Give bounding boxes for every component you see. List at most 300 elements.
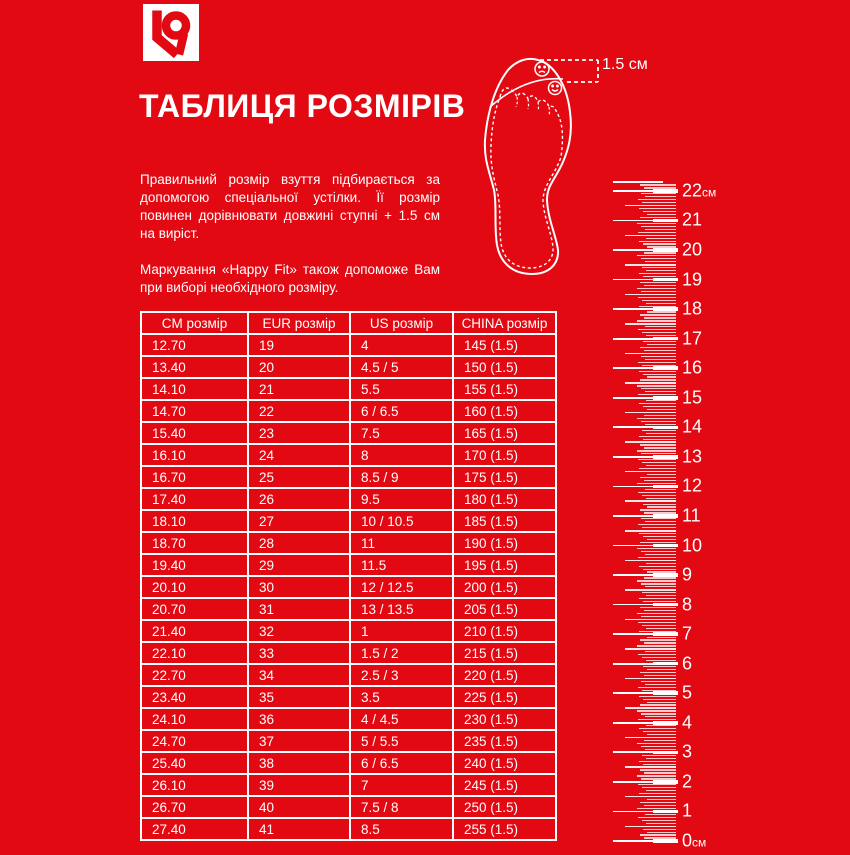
- ruler-mm-tick: [643, 601, 676, 602]
- ruler-half-cm-tick: [625, 323, 676, 325]
- ruler-mm-tick: [645, 716, 676, 717]
- table-cell: 185 (1.5): [453, 510, 556, 532]
- ruler-mm-tick: [638, 524, 676, 525]
- ruler-mm-tick: [644, 252, 676, 253]
- ruler-mm-tick: [645, 196, 676, 197]
- ruler-mm-tick: [643, 699, 676, 700]
- ruler-mm-tick: [644, 415, 676, 416]
- table-row: [141, 510, 556, 532]
- column-header-1: EUR розмір: [248, 312, 350, 334]
- table-cell: 13 / 13.5: [350, 598, 453, 620]
- ruler-label-4: 4: [682, 712, 693, 733]
- ruler-mm-tick: [644, 837, 676, 838]
- ruler-mm-tick: [637, 645, 676, 646]
- ruler-cm-tick-bold: [653, 189, 678, 193]
- table-cell: 18.10: [141, 510, 248, 532]
- table-cell: 8.5 / 9: [350, 466, 453, 488]
- ruler-mm-tick: [640, 509, 676, 510]
- ruler-half-cm-tick: [625, 471, 676, 473]
- ruler-mm-tick: [645, 586, 676, 587]
- ruler-mm-tick: [641, 258, 676, 259]
- ruler-mm-tick: [638, 199, 676, 200]
- table-row: [141, 554, 556, 576]
- ruler-mm-tick: [645, 326, 676, 327]
- ruler-mm-tick: [640, 672, 676, 673]
- table-cell: 2.5 / 3: [350, 664, 453, 686]
- intro-text: [140, 171, 440, 315]
- ruler-mm-tick: [646, 465, 676, 466]
- ruler-mm-tick: [643, 406, 676, 407]
- ruler-mm-tick: [646, 270, 676, 271]
- ruler-mm-tick: [638, 362, 676, 363]
- table-cell: 15.40: [141, 422, 248, 444]
- ruler-mm-tick: [640, 639, 676, 640]
- ruler-half-cm-tick: [625, 530, 676, 532]
- table-cell: 190 (1.5): [453, 532, 556, 554]
- ruler-mm-tick: [643, 666, 676, 667]
- ruler-label-15: 15: [682, 387, 703, 408]
- table-cell: 220 (1.5): [453, 664, 556, 686]
- table-cell: 14.70: [141, 400, 248, 422]
- ruler-label-1: 1: [682, 801, 693, 822]
- ruler-label-20: 20: [682, 239, 703, 260]
- table-cell: 19: [248, 334, 350, 356]
- ruler-label-12: 12: [682, 476, 703, 497]
- ruler-mm-tick: [640, 444, 676, 445]
- ruler-mm-tick: [646, 303, 676, 304]
- ruler-mm-tick: [643, 276, 676, 277]
- ruler-mm-tick: [647, 702, 676, 703]
- table-cell: 3.5: [350, 686, 453, 708]
- ruler-cm-tick-bold: [653, 691, 678, 695]
- ruler-label-3: 3: [682, 741, 693, 762]
- ruler-mm-tick: [645, 749, 676, 750]
- ruler-mm-tick: [645, 229, 676, 230]
- ruler-mm-tick: [647, 506, 676, 507]
- table-row: [141, 620, 556, 642]
- table-cell: 27: [248, 510, 350, 532]
- table-cell: 180 (1.5): [453, 488, 556, 510]
- ruler-mm-tick: [640, 704, 676, 705]
- ruler-cm-tick-bold: [653, 780, 678, 784]
- ruler-mm-tick: [644, 772, 676, 773]
- table-cell: 37: [248, 730, 350, 752]
- ruler-half-cm-tick: [625, 796, 676, 798]
- ruler-mm-tick: [639, 208, 676, 209]
- table-cell: 165 (1.5): [453, 422, 556, 444]
- foot-outline-dashed: [491, 88, 563, 268]
- ruler-mm-tick: [639, 566, 676, 567]
- ruler-mm-tick: [640, 217, 676, 218]
- ruler-mm-tick: [642, 267, 676, 268]
- ruler-mm-tick: [637, 548, 676, 549]
- table-cell: 8: [350, 444, 453, 466]
- ruler-mm-tick: [642, 527, 676, 528]
- table-cell: 175 (1.5): [453, 466, 556, 488]
- ruler-mm-tick: [638, 492, 676, 493]
- ruler-mm-tick: [641, 746, 676, 747]
- ruler-mm-tick: [639, 793, 676, 794]
- table-cell: 205 (1.5): [453, 598, 556, 620]
- ruler-label-11: 11: [682, 505, 701, 526]
- ruler-mm-tick: [642, 755, 676, 756]
- table-cell: 16.10: [141, 444, 248, 466]
- table-row: [141, 730, 556, 752]
- table-cell: 1.5 / 2: [350, 642, 453, 664]
- table-row: [141, 400, 556, 422]
- table-cell: 29: [248, 554, 350, 576]
- ruler-mm-tick: [646, 498, 676, 499]
- size-table-body: [141, 334, 556, 840]
- ruler-mm-tick: [639, 468, 676, 469]
- ruler-mm-tick: [647, 799, 676, 800]
- ruler-cm-tick-bold: [653, 485, 678, 489]
- ruler-half-cm-tick: [625, 766, 676, 768]
- table-cell: 8.5: [350, 818, 453, 840]
- ruler-half-cm-tick: [625, 619, 676, 621]
- ruler-mm-tick: [645, 521, 676, 522]
- ruler-label-21: 21: [682, 210, 703, 231]
- table-cell: 38: [248, 752, 350, 774]
- ruler-mm-tick: [642, 202, 676, 203]
- ruler-mm-tick: [641, 226, 676, 227]
- ruler-mm-tick: [647, 734, 676, 735]
- ruler-label-14: 14: [682, 416, 703, 437]
- table-cell: 27.40: [141, 818, 248, 840]
- table-cell: 35: [248, 686, 350, 708]
- ruler-mm-tick: [638, 654, 676, 655]
- ruler-label-9: 9: [682, 564, 693, 585]
- ruler-mm-tick: [643, 504, 676, 505]
- ruler-mm-tick: [647, 571, 676, 572]
- table-row: [141, 334, 556, 356]
- table-cell: 20: [248, 356, 350, 378]
- table-cell: 7: [350, 774, 453, 796]
- table-cell: 245 (1.5): [453, 774, 556, 796]
- table-row: [141, 818, 556, 840]
- ruler-mm-tick: [644, 610, 676, 611]
- ruler-mm-tick: [641, 616, 676, 617]
- ruler-mm-tick: [646, 758, 676, 759]
- ruler-cm-tick-bold: [653, 514, 678, 518]
- ruler-mm-tick: [644, 480, 676, 481]
- ruler-mm-tick: [642, 657, 676, 658]
- ruler-label-17: 17: [682, 328, 703, 349]
- ruler-mm-tick: [639, 598, 676, 599]
- ruler-mm-tick: [639, 631, 676, 632]
- ruler-mm-tick: [647, 344, 676, 345]
- table-cell: 235 (1.5): [453, 730, 556, 752]
- ruler-mm-tick: [639, 306, 676, 307]
- table-row: [141, 356, 556, 378]
- table-cell: 150 (1.5): [453, 356, 556, 378]
- ruler-mm-tick: [642, 820, 676, 821]
- ruler-mm-tick: [637, 613, 676, 614]
- ruler-unit: см: [692, 835, 707, 850]
- ruler-half-cm-tick: [625, 678, 676, 680]
- ruler-mm-tick: [647, 409, 676, 410]
- ruler-mm-tick: [647, 311, 676, 312]
- ruler-mm-tick: [640, 314, 676, 315]
- ruler-top-edge: [613, 181, 663, 183]
- ruler-mm-tick: [643, 829, 676, 830]
- ruler-mm-tick: [638, 297, 676, 298]
- table-cell: 9.5: [350, 488, 453, 510]
- ruler-cm-tick-bold: [653, 219, 678, 223]
- insole-outline: [485, 59, 571, 274]
- table-row: [141, 664, 556, 686]
- ruler-cm-tick-bold: [653, 603, 678, 607]
- table-cell: 19.40: [141, 554, 248, 576]
- ruler-mm-tick: [637, 743, 676, 744]
- ruler-mm-tick: [646, 563, 676, 564]
- ruler-mm-tick: [638, 784, 676, 785]
- table-cell: 160 (1.5): [453, 400, 556, 422]
- ruler-mm-tick: [642, 332, 676, 333]
- ruler-mm-tick: [641, 193, 676, 194]
- ruler-mm-tick: [637, 418, 676, 419]
- ruler-mm-tick: [644, 512, 676, 513]
- table-cell: 255 (1.5): [453, 818, 556, 840]
- ruler-mm-tick: [646, 660, 676, 661]
- ruler-mm-tick: [637, 223, 676, 224]
- ruler-mm-tick: [646, 238, 676, 239]
- ruler-half-cm-tick: [625, 441, 676, 443]
- intro-paragraph-1: Правильний розмір взуття підбирається за допомогою спеціальної устілки. Її розмір повинен дорівнювати довжині ступні + 1.5 см на виріст.: [140, 172, 440, 241]
- table-cell: 5.5: [350, 378, 453, 400]
- ruler-mm-tick: [639, 761, 676, 762]
- cm-ruler: [610, 175, 740, 855]
- ruler-mm-tick: [638, 394, 676, 395]
- ruler-mm-tick: [637, 710, 676, 711]
- ruler-mm-tick: [644, 317, 676, 318]
- ruler-mm-tick: [640, 834, 676, 835]
- table-cell: 25.40: [141, 752, 248, 774]
- ruler-mm-tick: [647, 539, 676, 540]
- ruler-mm-tick: [641, 421, 676, 422]
- ruler-mm-tick: [642, 787, 676, 788]
- ruler-half-cm-tick: [625, 500, 676, 502]
- ruler-mm-tick: [642, 690, 676, 691]
- ruler-mm-tick: [637, 483, 676, 484]
- table-cell: 24.10: [141, 708, 248, 730]
- table-row: [141, 466, 556, 488]
- measure-label: 1.5 см: [602, 56, 648, 73]
- ruler-mm-tick: [638, 557, 676, 558]
- ruler-mm-tick: [638, 622, 676, 623]
- ruler-mm-tick: [644, 350, 676, 351]
- table-row: [141, 488, 556, 510]
- ruler-mm-tick: [642, 300, 676, 301]
- ruler-mm-tick: [639, 436, 676, 437]
- ruler-mm-tick: [643, 341, 676, 342]
- table-row: [141, 796, 556, 818]
- ruler-mm-tick: [639, 533, 676, 534]
- ruler-mm-tick: [639, 241, 676, 242]
- table-cell: 22.70: [141, 664, 248, 686]
- ruler-mm-tick: [643, 439, 676, 440]
- ruler-mm-tick: [646, 790, 676, 791]
- table-cell: 200 (1.5): [453, 576, 556, 598]
- ruler-mm-tick: [637, 450, 676, 451]
- table-cell: 170 (1.5): [453, 444, 556, 466]
- table-cell: 230 (1.5): [453, 708, 556, 730]
- ruler-cm-tick-bold: [653, 426, 678, 430]
- ruler-mm-tick: [638, 329, 676, 330]
- ruler-mm-tick: [640, 184, 676, 185]
- ruler-mm-tick: [641, 291, 676, 292]
- ruler-mm-tick: [643, 211, 676, 212]
- ruler-cm-tick-bold: [653, 337, 678, 341]
- table-cell: 155 (1.5): [453, 378, 556, 400]
- ruler-mm-tick: [641, 388, 676, 389]
- ruler-half-cm-tick: [625, 737, 676, 739]
- ruler-mm-tick: [643, 536, 676, 537]
- table-cell: 10 / 10.5: [350, 510, 453, 532]
- ruler-mm-tick: [638, 459, 676, 460]
- ruler-mm-tick: [639, 273, 676, 274]
- ruler-mm-tick: [643, 243, 676, 244]
- ruler-half-cm-tick: [625, 353, 676, 355]
- table-cell: 20.10: [141, 576, 248, 598]
- ruler-label-8: 8: [682, 594, 693, 615]
- table-row: [141, 708, 556, 730]
- table-cell: 215 (1.5): [453, 642, 556, 664]
- table-cell: 31: [248, 598, 350, 620]
- table-cell: 25: [248, 466, 350, 488]
- ruler-cm-tick-bold: [653, 544, 678, 548]
- table-cell: 41: [248, 818, 350, 840]
- ruler-mm-tick: [640, 477, 676, 478]
- ruler-mm-tick: [647, 214, 676, 215]
- page-title: ТАБЛИЦЯ РОЗМІРІВ: [139, 88, 466, 124]
- ruler-mm-tick: [644, 740, 676, 741]
- table-row: [141, 598, 556, 620]
- table-cell: 36: [248, 708, 350, 730]
- ruler-half-cm-tick: [625, 589, 676, 591]
- happy-face-icon: [549, 82, 562, 95]
- ruler-mm-tick: [639, 728, 676, 729]
- ruler-mm-tick: [644, 285, 676, 286]
- ruler-cm-tick-bold: [653, 662, 678, 666]
- table-row: [141, 378, 556, 400]
- table-cell: 22.10: [141, 642, 248, 664]
- ruler-mm-tick: [641, 551, 676, 552]
- ruler-mm-tick: [645, 261, 676, 262]
- ruler-mm-tick: [642, 430, 676, 431]
- ruler-mm-tick: [645, 391, 676, 392]
- ruler-mm-tick: [644, 675, 676, 676]
- ruler-mm-tick: [637, 808, 676, 809]
- ruler-mm-tick: [645, 554, 676, 555]
- table-cell: 145 (1.5): [453, 334, 556, 356]
- ruler-mm-tick: [640, 542, 676, 543]
- ruler-label-0: 0см: [682, 830, 707, 851]
- table-cell: 24: [248, 444, 350, 466]
- ruler-cm-tick-bold: [653, 632, 678, 636]
- table-cell: 30: [248, 576, 350, 598]
- ruler-label-19: 19: [682, 269, 703, 290]
- table-cell: 26: [248, 488, 350, 510]
- ruler-half-cm-tick: [625, 826, 676, 828]
- ruler-cm-tick-bold: [653, 810, 678, 814]
- table-cell: 23: [248, 422, 350, 444]
- ruler-mm-tick: [644, 187, 676, 188]
- ruler-mm-tick: [645, 359, 676, 360]
- ruler-mm-tick: [645, 424, 676, 425]
- ruler-mm-tick: [647, 832, 676, 833]
- ruler-mm-tick: [642, 462, 676, 463]
- table-row: [141, 532, 556, 554]
- ruler-mm-tick: [641, 681, 676, 682]
- ruler-mm-tick: [640, 802, 676, 803]
- table-cell: 6 / 6.5: [350, 752, 453, 774]
- ruler-cm-tick-bold: [653, 573, 678, 577]
- ruler-mm-tick: [638, 719, 676, 720]
- ruler-mm-tick: [643, 764, 676, 765]
- ruler-cm-tick-bold: [653, 721, 678, 725]
- table-cell: 4 / 4.5: [350, 708, 453, 730]
- ruler-half-cm-tick: [625, 412, 676, 414]
- ruler-mm-tick: [640, 379, 676, 380]
- ruler-mm-tick: [637, 775, 676, 776]
- ruler-mm-tick: [638, 232, 676, 233]
- ruler-mm-tick: [640, 769, 676, 770]
- table-cell: 13.40: [141, 356, 248, 378]
- ruler-cm-tick-bold: [653, 455, 678, 459]
- ruler-mm-tick: [646, 725, 676, 726]
- ruler-mm-tick: [644, 577, 676, 578]
- ruler-half-cm-tick: [625, 707, 676, 709]
- ruler-cm-tick-bold: [653, 307, 678, 311]
- table-row: [141, 576, 556, 598]
- ruler-mm-tick: [646, 400, 676, 401]
- ruler-mm-tick: [642, 625, 676, 626]
- ruler-half-cm-tick: [625, 205, 676, 207]
- table-row: [141, 774, 556, 796]
- table-cell: 1: [350, 620, 453, 642]
- ruler-mm-tick: [640, 607, 676, 608]
- ruler-label-18: 18: [682, 298, 703, 319]
- table-cell: 20.70: [141, 598, 248, 620]
- table-cell: 22: [248, 400, 350, 422]
- ruler-label-13: 13: [682, 446, 703, 467]
- ruler-mm-tick: [640, 347, 676, 348]
- table-cell: 4: [350, 334, 453, 356]
- ruler-label-10: 10: [682, 535, 703, 556]
- ruler-mm-tick: [640, 282, 676, 283]
- ruler-mm-tick: [646, 335, 676, 336]
- ruler-mm-tick: [643, 731, 676, 732]
- table-cell: 6 / 6.5: [350, 400, 453, 422]
- table-cell: 17.40: [141, 488, 248, 510]
- ruler-mm-tick: [647, 246, 676, 247]
- table-cell: 33: [248, 642, 350, 664]
- ruler-mm-tick: [642, 495, 676, 496]
- table-cell: 26.10: [141, 774, 248, 796]
- ruler-half-cm-tick: [625, 382, 676, 384]
- ruler-mm-tick: [643, 569, 676, 570]
- ruler-cm-tick-bold: [653, 839, 678, 843]
- reima-r-icon: [143, 4, 199, 61]
- ruler-mm-tick: [641, 453, 676, 454]
- ruler-mm-tick: [637, 580, 676, 581]
- ruler-mm-tick: [647, 376, 676, 377]
- ruler-mm-tick: [638, 817, 676, 818]
- ruler-mm-tick: [647, 637, 676, 638]
- table-cell: 7.5 / 8: [350, 796, 453, 818]
- ruler-label-6: 6: [682, 653, 693, 674]
